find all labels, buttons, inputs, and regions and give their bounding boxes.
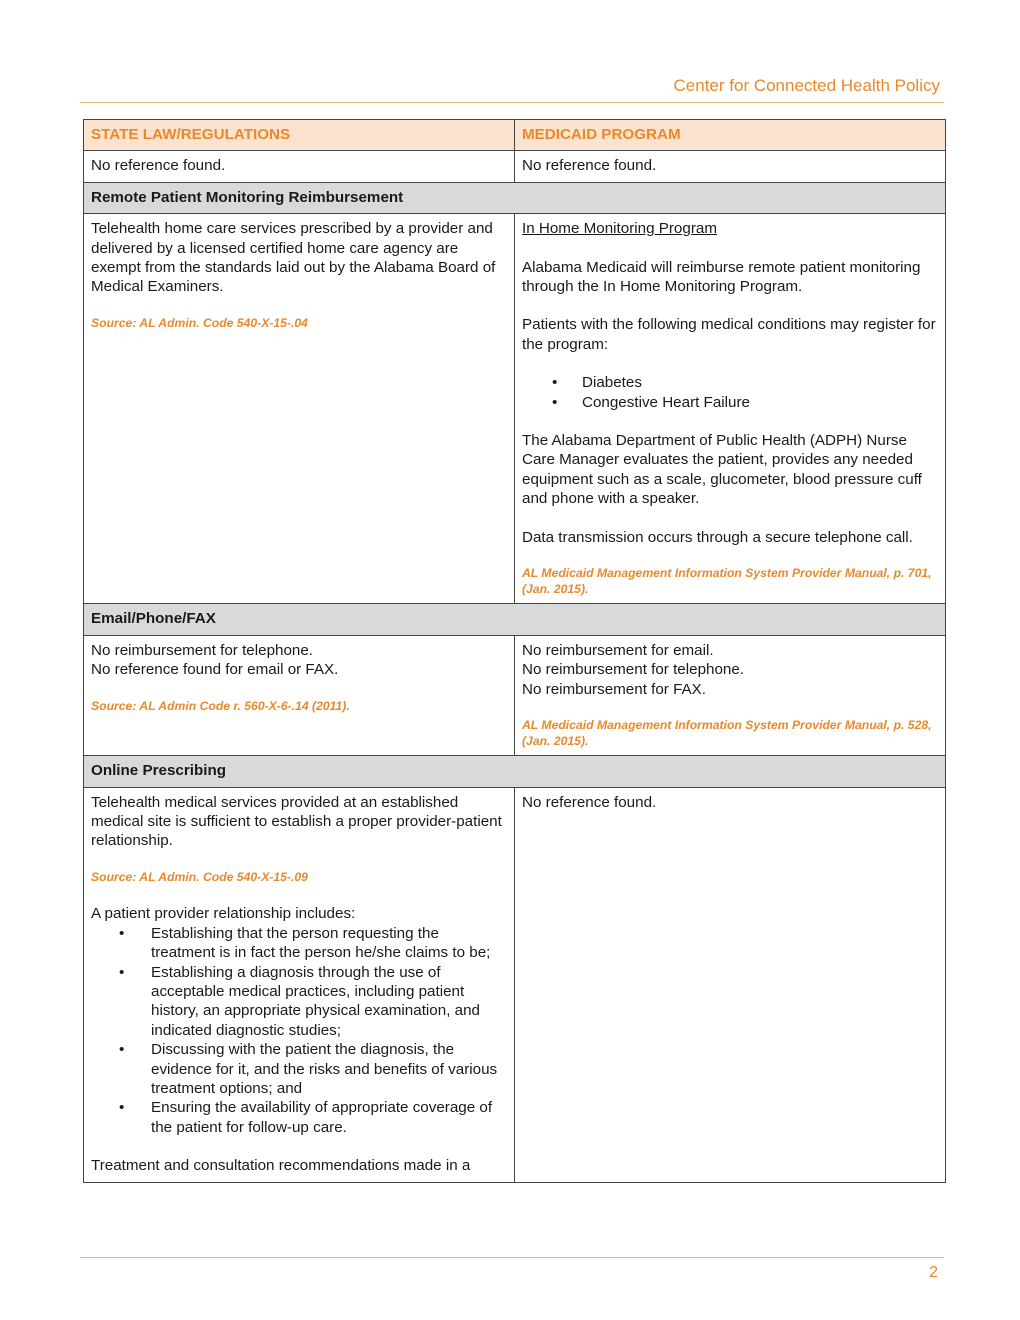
email-state-law-cell [84, 635, 515, 755]
online-content-row [84, 787, 946, 1182]
online-relationship-intro: A patient provider relationship includes: [91, 905, 356, 923]
column-header-medicaid: MEDICAID PROGRAM [515, 120, 946, 151]
email-medicaid-cell [515, 635, 946, 755]
rpm-medicaid-cell [515, 214, 946, 604]
list-item: • Diabetes [522, 373, 938, 392]
online-recommendations-text: Treatment and consultation recommendations made in a [91, 1157, 471, 1175]
section-row-online [84, 756, 946, 787]
list-item: • Congestive Heart Failure [522, 393, 938, 412]
list-item: • Establishing a diagnosis through the use of acceptable medical practices, including patient history, an appropriate physical examination, and indicated diagnostic studies; [91, 963, 507, 1041]
header-divider [80, 102, 944, 103]
email-state-law-line: No reference found for email or FAX. [91, 661, 339, 679]
section-row-rpm [84, 182, 946, 213]
column-header-row [84, 120, 946, 151]
section-title-rpm: Remote Patient Monitoring Reimbursement [84, 182, 946, 213]
rpm-state-law-cell [84, 214, 515, 604]
email-content-row [84, 635, 946, 755]
rpm-eligibility-text: Patients with the following medical conditions may register for the program: [522, 316, 936, 353]
list-item: • Ensuring the availability of appropriate coverage of the patient for follow-up care. [91, 1098, 507, 1137]
rpm-reimbursement-text: Alabama Medicaid will reimburse remote patient monitoring through the In Home Monitoring Program. [522, 258, 921, 296]
column-header-state-law: STATE LAW/REGULATIONS [84, 120, 515, 151]
rpm-transmission-text: Data transmission occurs through a secure telephone call. [522, 528, 913, 546]
page-header-title: Center for Connected Health Policy [673, 76, 940, 95]
rpm-state-law-text: Telehealth home care services prescribed by a provider and delivered by a licensed certified home care agency are exempt from the standards laid out by the Alabama Board of Medical Examiners. [91, 220, 496, 296]
rpm-program-subhead: In Home Monitoring Program [522, 220, 717, 238]
intro-medicaid-cell: No reference found. [515, 151, 946, 182]
policy-table [83, 119, 946, 1183]
relationship-list [91, 924, 507, 1137]
conditions-list [522, 373, 938, 412]
footer-divider [80, 1257, 944, 1258]
rpm-state-law-source: Source: AL Admin. Code 540-X-15-.04 [91, 315, 308, 330]
email-medicaid-line: No reimbursement for email. [522, 641, 714, 659]
email-medicaid-source: AL Medicaid Management Information System Provider Manual, p. 528, (Jan. 2015). [522, 717, 932, 748]
rpm-medicaid-source: AL Medicaid Management Information System Provider Manual, p. 701, (Jan. 2015). [522, 566, 932, 596]
rpm-nurse-text: The Alabama Department of Public Health (ADPH) Nurse Care Manager evaluates the patient, provides any needed equipment such as a scale, glucometer, blood pressure cuff and phone with a speaker. [522, 432, 922, 508]
online-state-law-text: Telehealth medical services provided at an established medical site is sufficient to establish a proper provider-patient relationship. [91, 793, 502, 850]
online-state-law-cell [84, 787, 515, 1182]
email-medicaid-line: No reimbursement for telephone. [522, 661, 745, 679]
intro-state-law-cell: No reference found. [84, 151, 515, 182]
email-medicaid-line: No reimbursement for FAX. [522, 680, 706, 698]
rpm-content-row [84, 214, 946, 604]
section-title-online: Online Prescribing [84, 756, 946, 787]
list-item: • Discussing with the patient the diagnosis, the evidence for it, and the risks and benefits of various treatment options; and [91, 1040, 507, 1098]
online-state-law-source: Source: AL Admin. Code 540-X-15-.09 [91, 869, 308, 884]
email-state-law-line: No reimbursement for telephone. [91, 641, 314, 659]
email-state-law-source: Source: AL Admin Code r. 560-X-6-.14 (2011). [91, 698, 350, 713]
page-number: 2 [929, 1264, 938, 1281]
online-medicaid-cell: No reference found. [515, 787, 946, 1182]
list-item: • Establishing that the person requesting the treatment is in fact the person he/she claims to be; [91, 924, 507, 963]
intro-row [84, 151, 946, 182]
section-title-email: Email/Phone/FAX [84, 604, 946, 635]
section-row-email [84, 604, 946, 635]
